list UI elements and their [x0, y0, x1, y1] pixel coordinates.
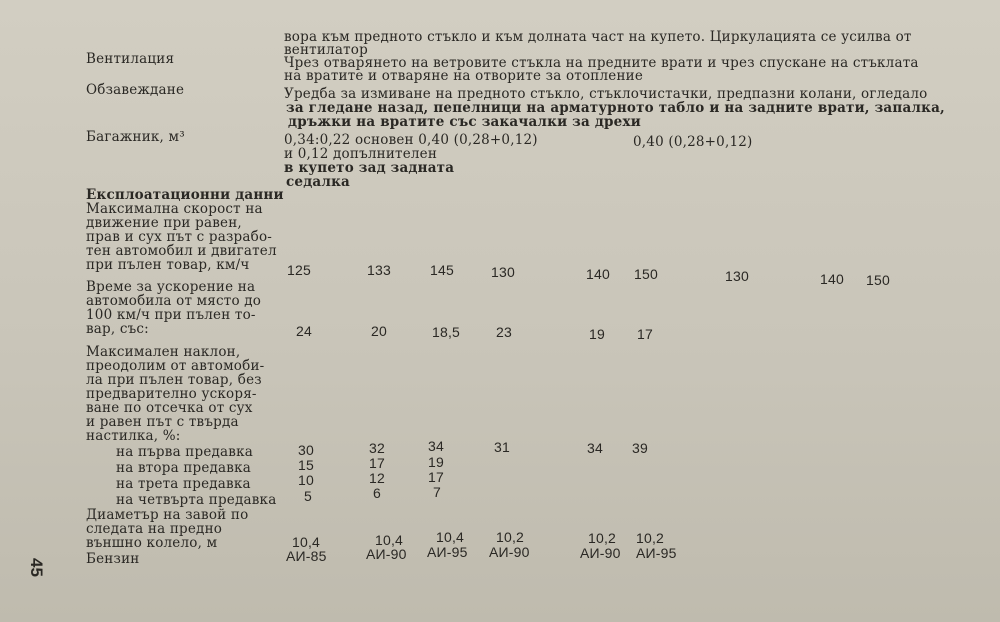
max-speed-label-3: прав и сух път с разрабо- — [86, 229, 273, 245]
acceleration-label-3: 100 км/ч при пълен то- — [86, 307, 256, 323]
gradient-label-1: Максимален наклон, — [86, 344, 241, 360]
max-speed-label-1: Максимална скорост на — [86, 201, 263, 217]
gradient-label-7: настилка, %: — [86, 428, 181, 444]
fuel-value: АИ-90 — [366, 546, 407, 562]
gradient-value: 19 — [428, 454, 444, 470]
trunk-line-1: 0,34:0,22 основен 0,40 (0,28+0,12) — [284, 132, 538, 148]
gear-label-first: на първа предавка — [116, 444, 253, 460]
max-speed-value: 140 — [820, 271, 844, 287]
acceleration-value: 17 — [637, 326, 653, 342]
gradient-value: 15 — [298, 457, 314, 473]
gear-label-fourth: на четвърта предавка — [116, 492, 277, 508]
continuation-line-2: вентилатор — [284, 42, 368, 58]
trunk-line-2: и 0,12 допълнителен — [284, 146, 438, 162]
turning-value: 10,4 — [292, 534, 321, 550]
gradient-label-6: и равен път с твърда — [86, 414, 239, 430]
gradient-label-3: ла при пълен товар, без — [86, 372, 262, 388]
gear-label-third: на трета предавка — [116, 476, 251, 492]
gradient-value: 31 — [494, 439, 510, 455]
turning-label-2: следата на предно — [86, 521, 223, 537]
max-speed-value: 140 — [586, 266, 610, 282]
turning-value: 10,2 — [496, 529, 525, 545]
gradient-label-5: ване по отсечка от сух — [86, 400, 253, 416]
max-speed-value: 130 — [491, 264, 515, 280]
turning-label-1: Диаметър на завой по — [86, 507, 249, 523]
ventilation-label: Вентилация — [86, 51, 175, 67]
gradient-value: 39 — [632, 440, 648, 456]
turning-value: 10,2 — [636, 530, 665, 546]
max-speed-value: 130 — [725, 268, 749, 284]
fuel-value: АИ-90 — [580, 545, 621, 561]
fuel-value: АИ-90 — [489, 544, 530, 560]
gradient-value: 30 — [298, 442, 314, 458]
acceleration-label-2: автомобила от място до — [86, 293, 262, 309]
acceleration-value: 23 — [496, 324, 512, 340]
gradient-value: 17 — [369, 455, 385, 471]
max-speed-value: 150 — [634, 266, 658, 282]
max-speed-value: 145 — [430, 262, 454, 278]
gradient-value: 17 — [428, 469, 444, 485]
max-speed-value: 125 — [287, 262, 311, 278]
gear-label-second: на втора предавка — [116, 460, 251, 476]
gradient-value: 5 — [304, 488, 312, 504]
gradient-value: 32 — [369, 440, 385, 456]
gradient-value: 7 — [433, 484, 441, 500]
acceleration-label-1: Време за ускорение на — [86, 279, 256, 295]
acceleration-value: 24 — [296, 323, 312, 339]
gradient-label-4: предварително ускоря- — [86, 386, 257, 402]
turning-value: 10,2 — [588, 530, 617, 546]
gradient-value: 34 — [428, 438, 444, 454]
equipment-line-2: за гледане назад, пепелници на арматурното табло и на задните врати, запалка, — [286, 100, 945, 116]
fuel-value: АИ-95 — [427, 544, 468, 560]
fuel-label: Бензин — [86, 551, 140, 567]
turning-label-3: външно колело, м — [86, 535, 218, 551]
max-speed-label-2: движение при равен, — [86, 215, 242, 231]
ventilation-line-2: на вратите и отваряне на отворите за отопление — [284, 68, 644, 84]
acceleration-value: 19 — [589, 326, 605, 342]
gradient-value: 6 — [373, 485, 381, 501]
trunk-extra-value: 0,40 (0,28+0,12) — [633, 134, 753, 150]
turning-value: 10,4 — [436, 529, 465, 545]
turning-value: 10,4 — [375, 532, 404, 548]
equipment-line-3: дръжки на вратите със закачалки за дрехи — [288, 114, 641, 130]
max-speed-label-4: тен автомобил и двигател — [86, 243, 277, 259]
max-speed-value: 133 — [367, 262, 391, 278]
continuation-line-1: вора към предното стъкло и към долната част на купето. Циркулацията се усилва от — [284, 29, 912, 45]
operational-heading: Експлоатационни данни — [86, 187, 284, 203]
acceleration-value: 18,5 — [432, 324, 461, 340]
max-speed-label-5: при пълен товар, км/ч — [86, 257, 250, 273]
gradient-value: 10 — [298, 472, 314, 488]
acceleration-value: 20 — [371, 323, 387, 339]
fuel-value: АИ-85 — [286, 548, 327, 564]
page-number: 45 — [27, 558, 46, 577]
gradient-value: 34 — [587, 440, 603, 456]
max-speed-value: 150 — [866, 272, 890, 288]
trunk-line-4: седалка — [286, 174, 350, 190]
ventilation-line-1: Чрез отварянето на ветровите стъкла на предните врати и чрез спускане на стъклата — [284, 55, 919, 71]
gradient-label-2: преодолим от автомоби- — [86, 358, 265, 374]
gradient-value: 12 — [369, 470, 385, 486]
fuel-value: АИ-95 — [636, 545, 677, 561]
equipment-label: Обзавеждане — [86, 82, 185, 98]
trunk-line-3: в купето зад задната — [284, 160, 455, 176]
equipment-line-1: Уредба за измиване на предното стъкло, стъклочистачки, предпазни колани, огледало — [284, 86, 928, 102]
acceleration-label-4: вар, със: — [86, 321, 149, 337]
trunk-label: Багажник, м³ — [86, 129, 185, 145]
